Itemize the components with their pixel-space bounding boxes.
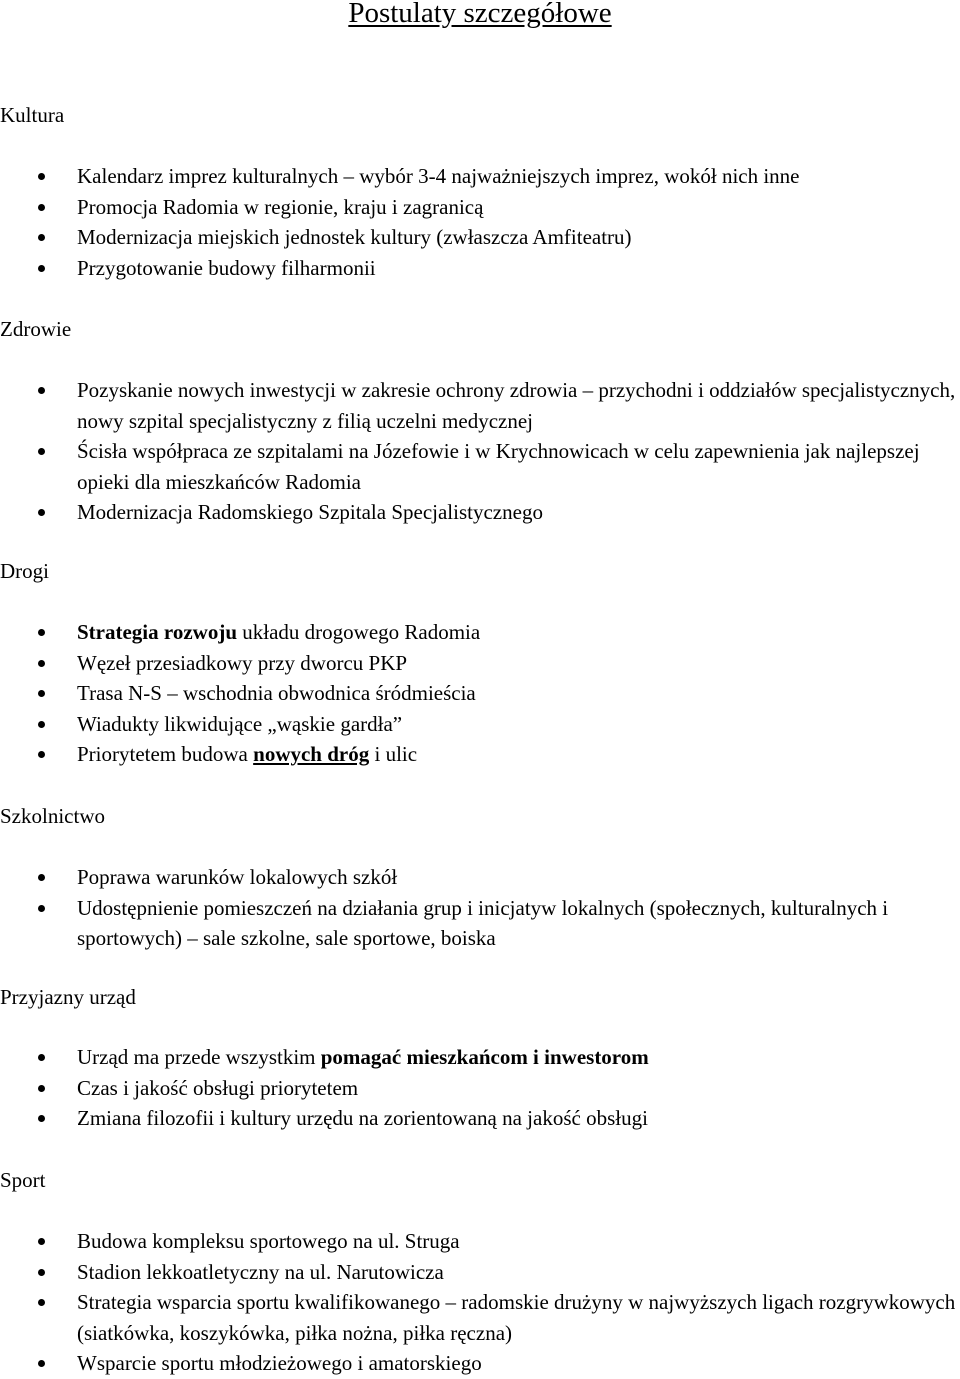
list-item: Modernizacja miejskich jednostek kultury (zwłaszcza Amfiteatru) — [0, 222, 960, 253]
list-kultura — [0, 161, 960, 283]
list-item: Kalendarz imprez kulturalnych – wybór 3-4 najważniejszych imprez, wokół nich inne — [0, 161, 960, 192]
list-item: Zmiana filozofii i kultury urzędu na zorientowaną na jakość obsługi — [0, 1103, 960, 1134]
list-sport — [0, 1226, 960, 1379]
list-item: Promocja Radomia w regionie, kraju i zagranicą — [0, 192, 960, 223]
list-item: Przygotowanie budowy filharmonii — [0, 253, 960, 284]
list-item: Węzeł przesiadkowy przy dworcu PKP — [0, 648, 960, 679]
list-item: Udostępnienie pomieszczeń na działania grup i inicjatyw lokalnych (społecznych, kulturalnych i sportowych) – sale szkolne, sale sportowe, boiska — [0, 893, 960, 954]
list-item — [0, 739, 960, 770]
list-item: Budowa kompleksu sportowego na ul. Struga — [0, 1226, 960, 1257]
bold-text: pomagać mieszkańcom i inwestorom — [320, 1045, 649, 1069]
section-heading-drogi: Drogi — [0, 559, 49, 583]
list-item: Strategia wsparcia sportu kwalifikowanego – radomskie drużyny w najwyższych ligach rozgrywkowych (siatkówka, koszykówka, piłka nożna, piłka ręczna) — [0, 1287, 960, 1348]
list-item: Stadion lekkoatletyczny na ul. Narutowicza — [0, 1257, 960, 1288]
list-item: Czas i jakość obsługi priorytetem — [0, 1073, 960, 1104]
section-heading-zdrowie: Zdrowie — [0, 317, 72, 341]
section-heading-przyjazny-urzad: Przyjazny urząd — [0, 985, 136, 1009]
list-drogi — [0, 617, 960, 770]
section-heading-szkolnictwo: Szkolnictwo — [0, 804, 105, 828]
list-item: Wsparcie sportu młodzieżowego i amatorskiego — [0, 1348, 960, 1379]
section-heading-kultura: Kultura — [0, 103, 65, 127]
list-item: Ścisła współpraca ze szpitalami na Józefowie i w Krychnowicach w celu zapewnienia jak najlepszej opieki dla mieszkańców Radomia — [0, 436, 960, 497]
list-zdrowie — [0, 375, 960, 528]
item-text: Priorytetem budowa — [77, 742, 254, 766]
item-text: układu drogowego Radomia — [237, 620, 481, 644]
section-heading-sport: Sport — [0, 1168, 46, 1192]
list-item: Wiadukty likwidujące „wąskie gardła” — [0, 709, 960, 740]
list-szkolnictwo — [0, 862, 960, 954]
list-item: Modernizacja Radomskiego Szpitala Specjalistycznego — [0, 497, 960, 528]
page-title: Postulaty szczegółowe — [348, 0, 612, 29]
bold-underlined-text: nowych dróg — [253, 742, 370, 766]
item-text: Urząd ma przede wszystkim — [77, 1045, 321, 1069]
list-item — [0, 617, 960, 648]
list-item: Trasa N-S – wschodnia obwodnica śródmieścia — [0, 678, 960, 709]
item-text: i ulic — [369, 742, 418, 766]
list-item: Poprawa warunków lokalowych szkół — [0, 862, 960, 893]
list-item — [0, 1042, 960, 1073]
bold-text: Strategia rozwoju — [77, 620, 237, 644]
list-item: Pozyskanie nowych inwestycji w zakresie ochrony zdrowia – przychodni i oddziałów specjalistycznych, nowy szpital specjalistyczny z filią uczelni medycznej — [0, 375, 960, 436]
list-przyjazny-urzad — [0, 1042, 960, 1134]
